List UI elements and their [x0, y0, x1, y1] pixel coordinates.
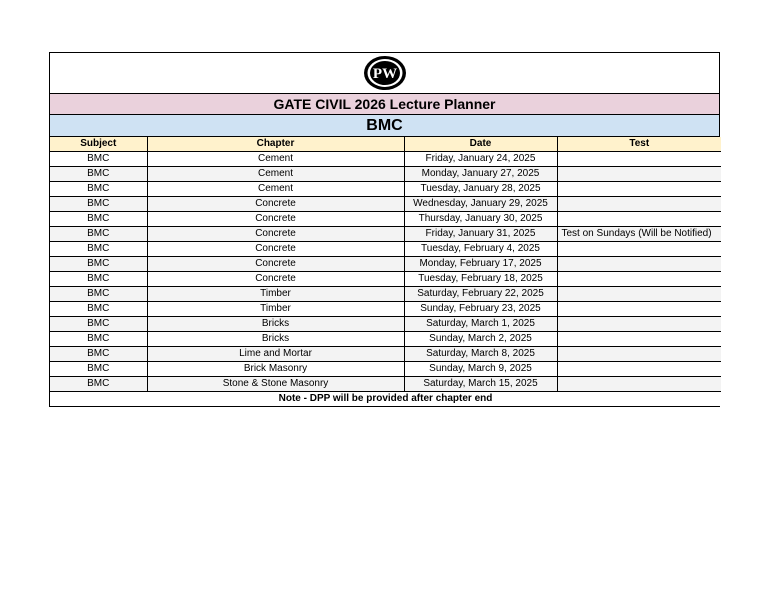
- cell-date: Saturday, February 22, 2025: [404, 287, 557, 302]
- table-row: [50, 347, 721, 362]
- cell-subject: BMC: [50, 332, 147, 347]
- cell-date: Saturday, March 1, 2025: [404, 317, 557, 332]
- table-row: [50, 302, 721, 317]
- logo-text: PW: [372, 66, 397, 82]
- cell-subject: BMC: [50, 317, 147, 332]
- table-header-row: [50, 137, 721, 152]
- cell-test: [557, 182, 721, 197]
- cell-chapter: Concrete: [147, 227, 404, 242]
- cell-date: Monday, January 27, 2025: [404, 167, 557, 182]
- cell-chapter: Concrete: [147, 272, 404, 287]
- subject-banner: BMC: [50, 115, 719, 137]
- table-row: [50, 317, 721, 332]
- table-row: [50, 152, 721, 167]
- cell-subject: BMC: [50, 377, 147, 392]
- cell-test: [557, 167, 721, 182]
- cell-test: [557, 317, 721, 332]
- cell-date: Saturday, March 8, 2025: [404, 347, 557, 362]
- cell-chapter: Bricks: [147, 317, 404, 332]
- cell-chapter: Concrete: [147, 242, 404, 257]
- cell-date: Monday, February 17, 2025: [404, 257, 557, 272]
- planner-title: GATE CIVIL 2026 Lecture Planner: [50, 94, 719, 115]
- cell-test: [557, 212, 721, 227]
- cell-test: Test on Sundays (Will be Notified): [557, 227, 721, 242]
- note-text: Note - DPP will be provided after chapter end: [50, 392, 721, 407]
- note-row: [50, 392, 721, 407]
- cell-chapter: Bricks: [147, 332, 404, 347]
- cell-chapter: Concrete: [147, 212, 404, 227]
- cell-test: [557, 332, 721, 347]
- table-row: [50, 332, 721, 347]
- cell-date: Tuesday, February 4, 2025: [404, 242, 557, 257]
- cell-test: [557, 302, 721, 317]
- cell-subject: BMC: [50, 212, 147, 227]
- schedule-table: [50, 137, 721, 406]
- cell-test: [557, 287, 721, 302]
- table-row: [50, 167, 721, 182]
- cell-subject: BMC: [50, 167, 147, 182]
- cell-test: [557, 242, 721, 257]
- cell-subject: BMC: [50, 347, 147, 362]
- cell-date: Saturday, March 15, 2025: [404, 377, 557, 392]
- header-subject: Subject: [50, 137, 147, 152]
- cell-test: [557, 272, 721, 287]
- cell-chapter: Concrete: [147, 257, 404, 272]
- cell-test: [557, 197, 721, 212]
- cell-subject: BMC: [50, 152, 147, 167]
- cell-subject: BMC: [50, 227, 147, 242]
- cell-subject: BMC: [50, 257, 147, 272]
- cell-chapter: Stone & Stone Masonry: [147, 377, 404, 392]
- cell-date: Sunday, March 9, 2025: [404, 362, 557, 377]
- logo-row: [50, 53, 719, 94]
- cell-date: Friday, January 31, 2025: [404, 227, 557, 242]
- cell-chapter: Brick Masonry: [147, 362, 404, 377]
- header-test: Test: [557, 137, 721, 152]
- cell-subject: BMC: [50, 197, 147, 212]
- header-date: Date: [404, 137, 557, 152]
- cell-test: [557, 347, 721, 362]
- table-row: [50, 242, 721, 257]
- cell-subject: BMC: [50, 362, 147, 377]
- cell-date: Tuesday, January 28, 2025: [404, 182, 557, 197]
- lecture-planner-sheet: [49, 52, 720, 407]
- cell-chapter: Cement: [147, 152, 404, 167]
- table-row: [50, 182, 721, 197]
- cell-chapter: Timber: [147, 287, 404, 302]
- table-row: [50, 377, 721, 392]
- cell-date: Tuesday, February 18, 2025: [404, 272, 557, 287]
- cell-test: [557, 257, 721, 272]
- cell-subject: BMC: [50, 242, 147, 257]
- cell-chapter: Cement: [147, 167, 404, 182]
- table-row: [50, 362, 721, 377]
- table-row: [50, 257, 721, 272]
- cell-subject: BMC: [50, 287, 147, 302]
- cell-test: [557, 362, 721, 377]
- cell-chapter: Concrete: [147, 197, 404, 212]
- table-row: [50, 227, 721, 242]
- cell-date: Wednesday, January 29, 2025: [404, 197, 557, 212]
- cell-chapter: Cement: [147, 182, 404, 197]
- cell-test: [557, 377, 721, 392]
- cell-subject: BMC: [50, 302, 147, 317]
- pw-logo-icon: [363, 55, 407, 91]
- table-row: [50, 197, 721, 212]
- cell-date: Thursday, January 30, 2025: [404, 212, 557, 227]
- table-row: [50, 272, 721, 287]
- table-row: [50, 287, 721, 302]
- cell-date: Friday, January 24, 2025: [404, 152, 557, 167]
- cell-subject: BMC: [50, 272, 147, 287]
- header-chapter: Chapter: [147, 137, 404, 152]
- cell-chapter: Timber: [147, 302, 404, 317]
- cell-date: Sunday, February 23, 2025: [404, 302, 557, 317]
- cell-date: Sunday, March 2, 2025: [404, 332, 557, 347]
- cell-chapter: Lime and Mortar: [147, 347, 404, 362]
- cell-subject: BMC: [50, 182, 147, 197]
- table-row: [50, 212, 721, 227]
- cell-test: [557, 152, 721, 167]
